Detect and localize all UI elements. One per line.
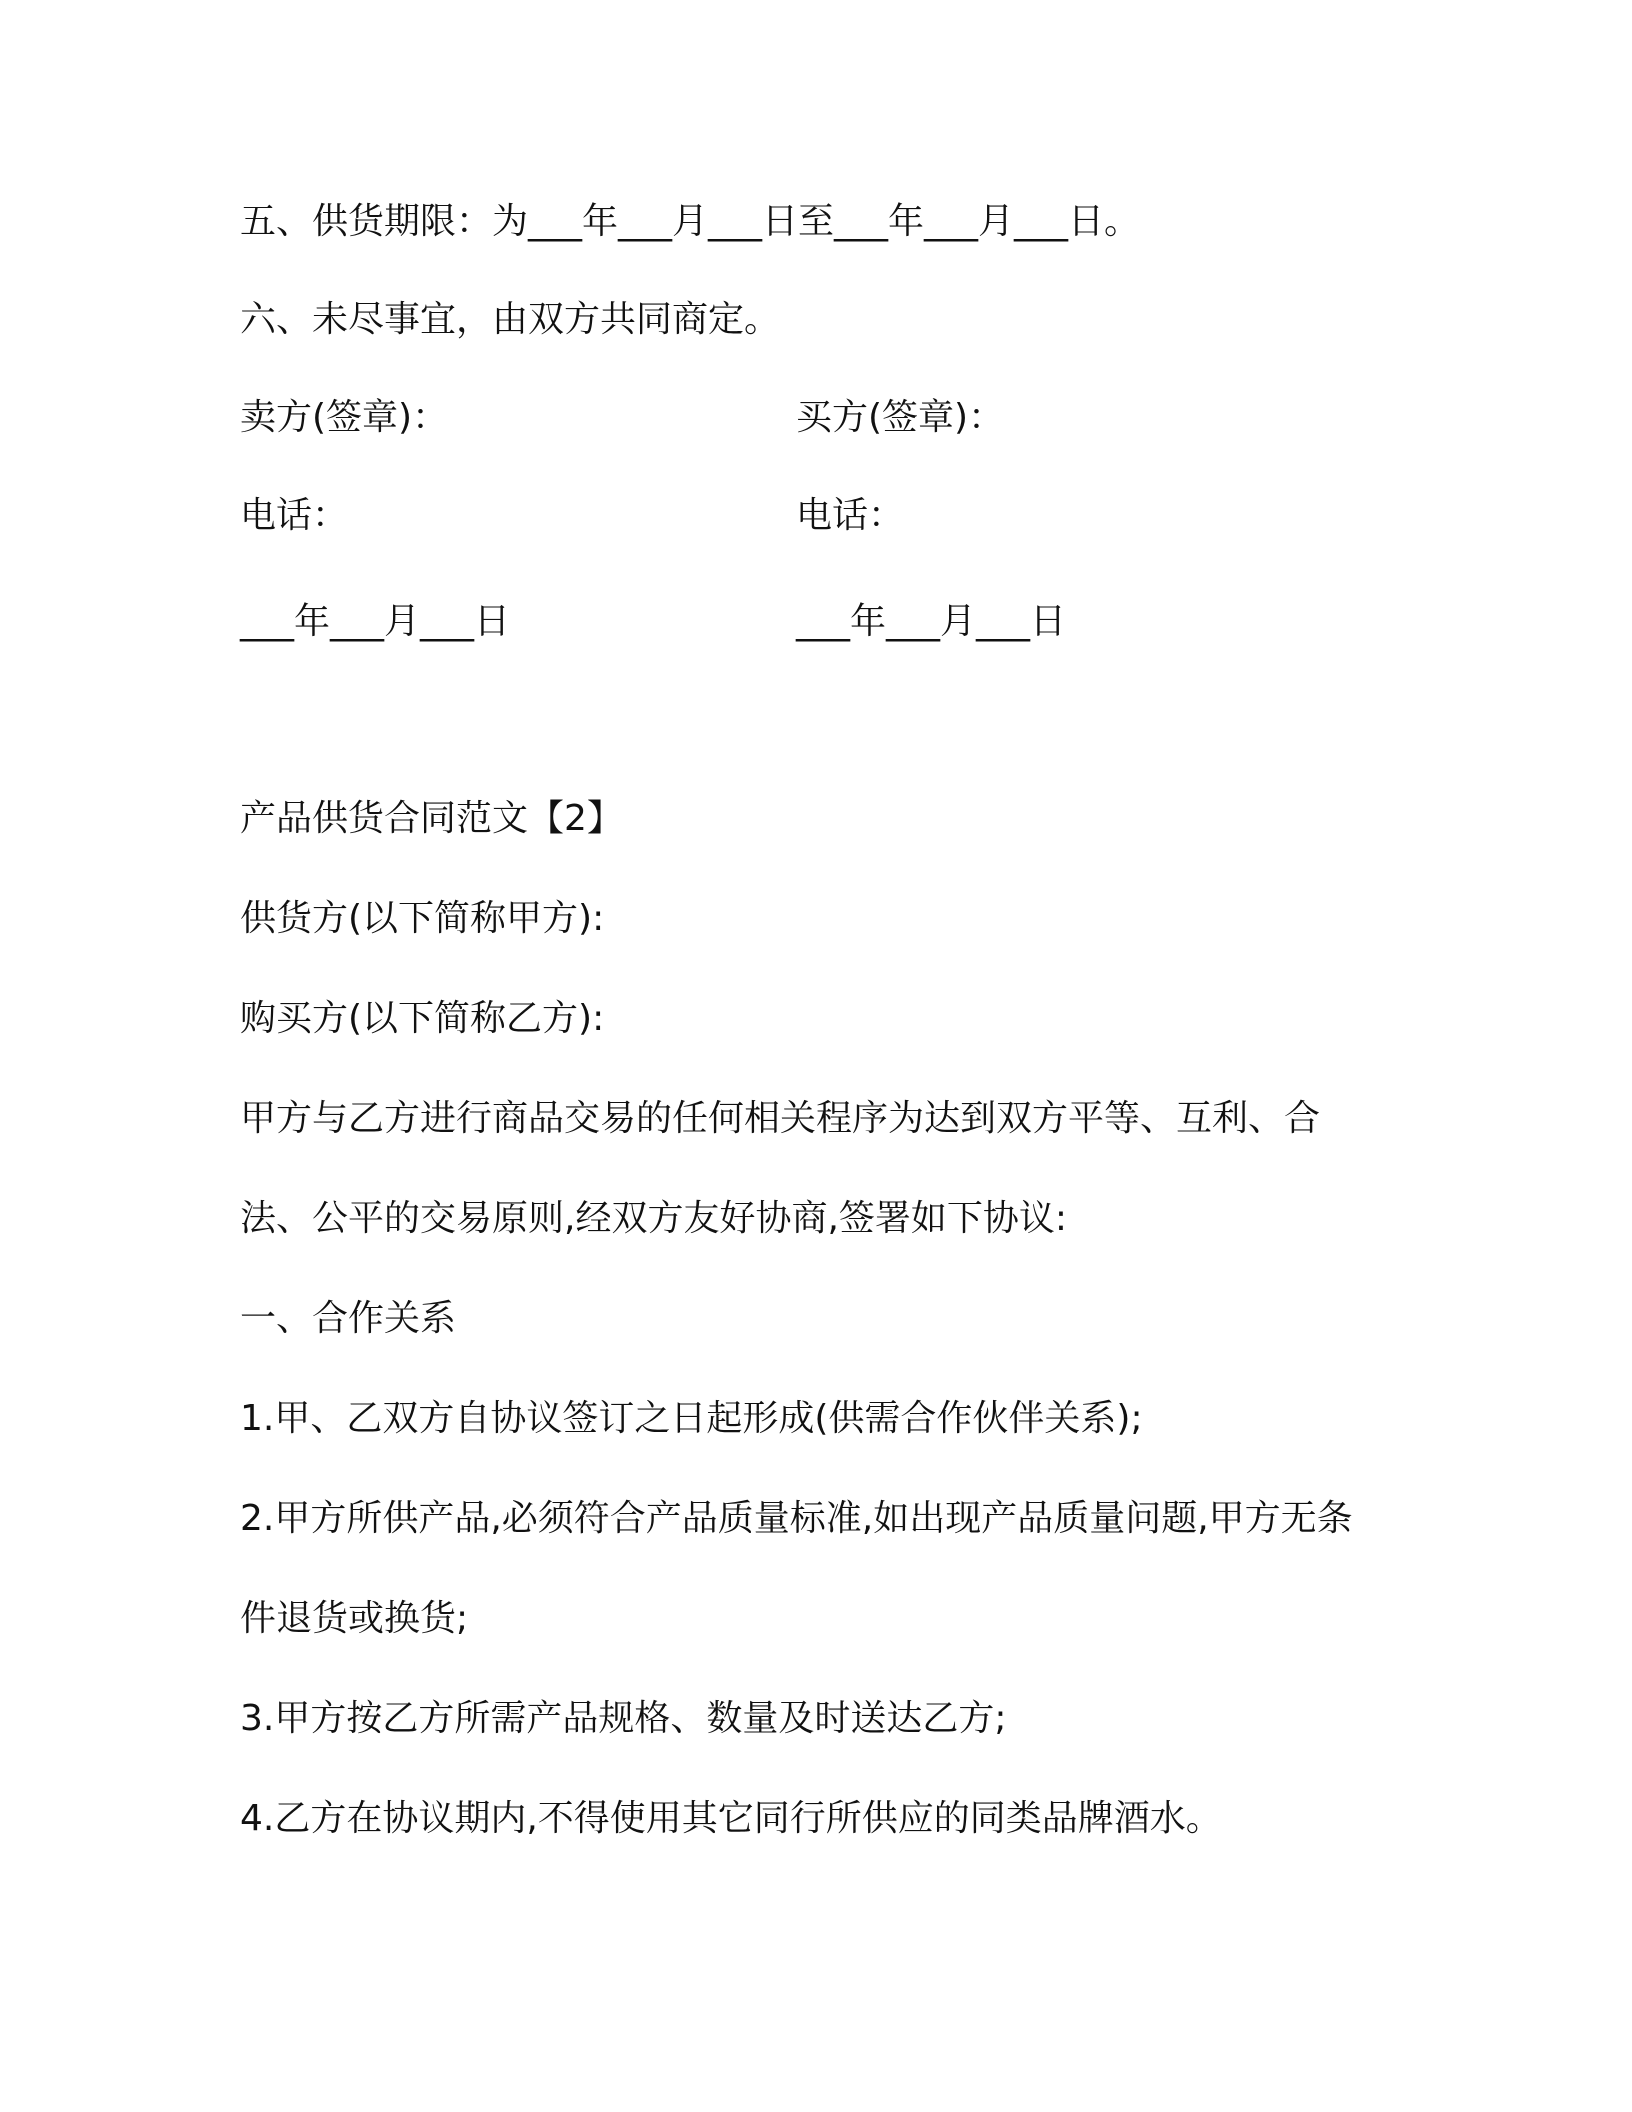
clause-1: 1.甲、乙双方自协议签订之日起形成(供需合作伙伴关系); xyxy=(240,1398,1143,1439)
cooperation-heading: 一、合作关系 xyxy=(240,1298,457,1339)
clause-2-line2: 件退货或换货; xyxy=(240,1598,469,1639)
clause-3: 3.甲方按乙方所需产品规格、数量及时送达乙方; xyxy=(240,1698,1007,1739)
buyer-party-label: 购买方(以下简称乙方): xyxy=(240,998,605,1039)
buyer-date-line: ___年___月___日 xyxy=(796,601,1067,642)
buyer-signature-label: 买方(签章)： xyxy=(796,397,1005,438)
seller-signature-label: 卖方(签章)： xyxy=(240,397,449,438)
supplier-party-label: 供货方(以下简称甲方): xyxy=(240,898,605,939)
contract-title: 产品供货合同范文【2】 xyxy=(240,798,623,839)
seller-date-line: ___年___月___日 xyxy=(240,601,511,642)
other-matters-clause: 六、未尽事宜，由双方共同商定。 xyxy=(240,299,781,340)
intro-paragraph-line1: 甲方与乙方进行商品交易的任何相关程序为达到双方平等、互利、合 xyxy=(240,1098,1321,1139)
supply-period-clause: 五、供货期限：为___年___月___日至___年___月___日。 xyxy=(240,201,1141,242)
clause-4: 4.乙方在协议期内,不得使用其它同行所供应的同类品牌酒水。 xyxy=(240,1798,1222,1839)
seller-phone-label: 电话： xyxy=(240,495,349,536)
intro-paragraph-line2: 法、公平的交易原则,经双方友好协商,签署如下协议: xyxy=(240,1198,1068,1239)
clause-2-line1: 2.甲方所供产品,必须符合产品质量标准,如出现产品质量问题,甲方无条 xyxy=(240,1498,1353,1539)
buyer-phone-label: 电话： xyxy=(796,495,905,536)
